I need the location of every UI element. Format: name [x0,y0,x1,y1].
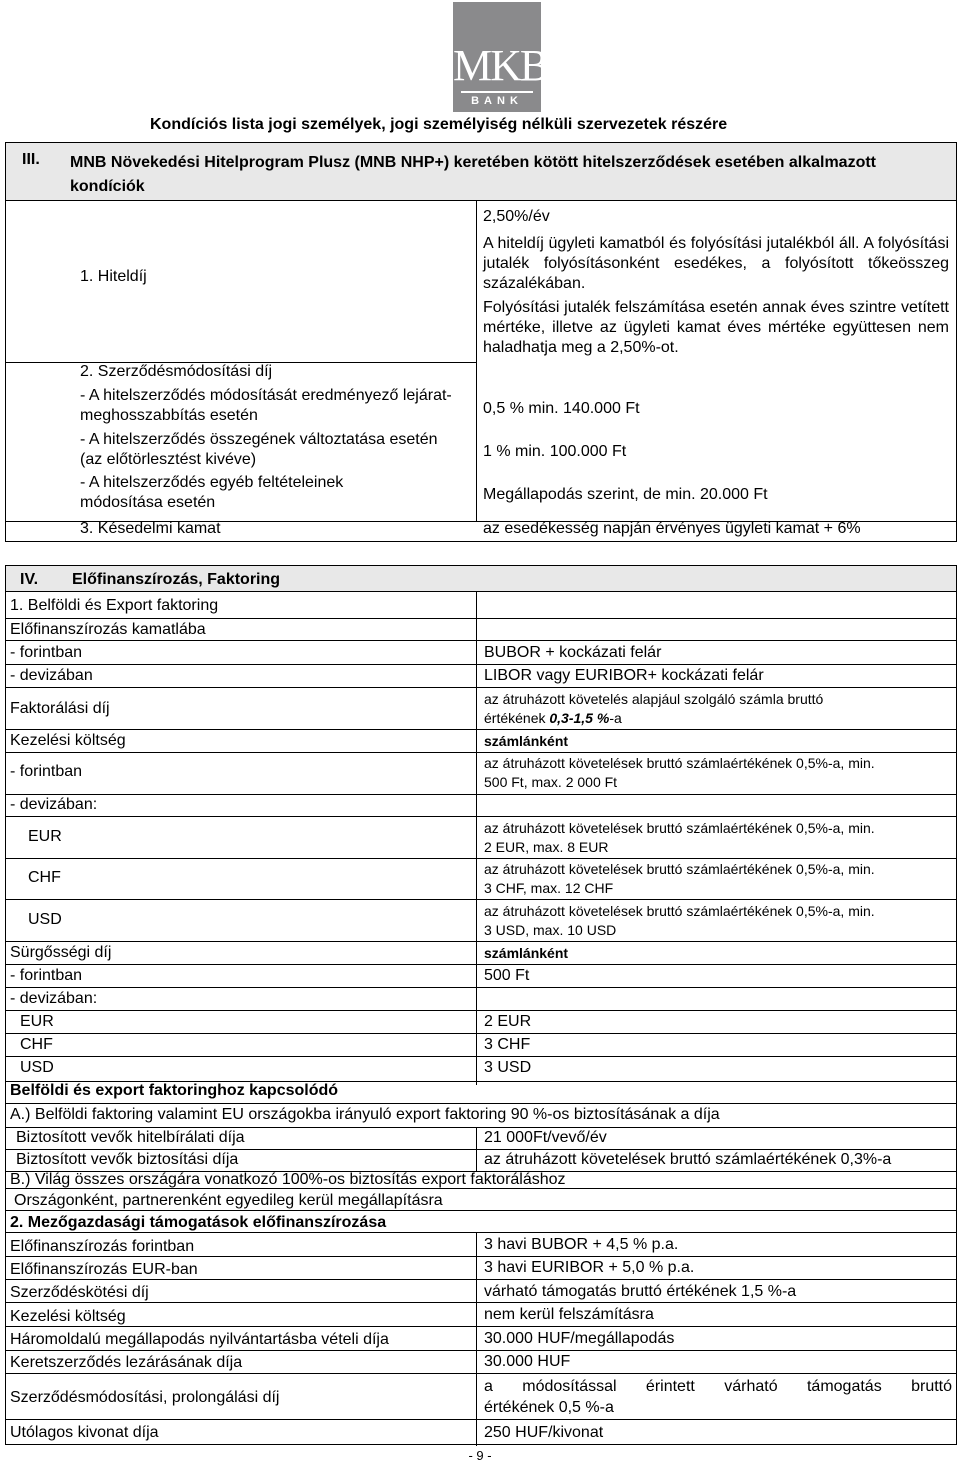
row-value: 3 havi BUBOR + 4,5 % p.a. [484,1236,679,1253]
row-divider [6,816,956,817]
insurance-a-heading: A.) Belföldi faktoring valamint EU országokba irányuló export faktoring 90 %-os biztosításának a díja [10,1106,720,1123]
row-divider [6,987,956,988]
other-change-fee-label: - A hitelszerződés egyéb feltételeinek módosítása esetén [80,474,344,511]
prefinancing-rate-label: Előfinanszírozás kamatlába [10,621,206,638]
row-divider [6,1326,956,1327]
row-value: 3 USD [484,1059,532,1076]
row-divider [6,858,956,859]
factoring-fee-value-line2: értékének 0,3-1,5 %-a [484,710,622,726]
urgency-fee-label: Sürgősségi díj [10,944,112,961]
row-value-line2: 3 CHF, max. 12 CHF [484,880,614,896]
row-label: - devizában: [10,796,98,813]
section-4-column-divider [476,1232,477,1446]
row-label: EUR [20,1013,54,1030]
row-value-line1: az átruházott követelések bruttó számlaértékének 0,5%-a, min. [484,820,875,836]
row-label: CHF [20,1036,53,1053]
other-change-fee-value: Megállapodás szerint, de min. 20.000 Ft [483,486,768,503]
row-value-line2: 500 Ft, max. 2 000 Ft [484,774,618,790]
section-4-header [6,566,956,592]
row-value-line1: az átruházott követelések bruttó számlaértékének 0,5%-a, min. [484,903,875,919]
row-value-line2: értékének 0,5 %-a [484,1399,614,1416]
page-number: - 9 - [468,1448,492,1463]
row-value: nem kerül felszámításra [484,1306,654,1323]
row-value: LIBOR vagy EURIBOR+ kockázati felár [484,667,764,684]
section-4-table [5,565,957,1445]
row-label: Keretszerződés lezárásának díja [10,1354,243,1371]
row-value-line1: az átruházott követelések bruttó számlaértékének 0,5%-a, min. [484,861,875,877]
urgency-fee-value: számlánként [484,945,569,961]
row-label: Háromoldalú megállapodás nyilvántartásba vételi díja [10,1331,389,1348]
handling-cost-value: számlánként [484,733,569,749]
modification-fee-label: 2. Szerződésmódosítási díj [80,363,273,380]
row-value: 3 CHF [484,1036,531,1053]
logo-subbrand: BANK [471,95,523,107]
logo-brand: MKB [453,41,548,90]
row-value-line2: 2 EUR, max. 8 EUR [484,839,609,855]
extension-fee-label: - A hitelszerződés módosítását eredményező lejárat-meghosszabbítás esetén [80,387,452,424]
row-label: - forintban [10,644,83,661]
hiteldij-description: A hiteldíj ügyleti kamatból és folyósítási jutalékból áll. A folyósítási jutalék folyósításonként esedékes, a folyósított tőkeösszeg százalékában. [483,235,949,292]
late-interest-value: az esedékesség napján érvényes ügyleti kamat + 6% [483,520,861,537]
row-label: - devizában: [10,990,98,1007]
credit-assessment-fee-value: 21 000Ft/vevő/év [484,1129,607,1146]
section-3-title: MNB Növekedési Hitelprogram Plusz (MNB NHP+) keretében kötött hitelszerződések esetében alkalmazott kondíciók [70,154,876,195]
row-divider [6,752,956,753]
section-3-header [6,143,956,201]
row-value-line1: a módosítással érintett várható támogatás bruttó [484,1378,952,1395]
row-value: 2 EUR [484,1013,532,1030]
row-label: - devizában [10,667,93,684]
row-label: Szerződéskötési díj [10,1284,149,1301]
row-label: Szerződésmódosítási, prolongálási díj [10,1389,280,1406]
handling-cost-label: Kezelési költség [10,732,126,749]
row-divider [6,640,956,641]
section-3-table [5,142,957,542]
hiteldij-rate: 2,50%/év [483,208,550,225]
insurance-fee-value: az átruházott követelések bruttó számlaértékének 0,3%-a [484,1151,892,1168]
section-4-column-divider [476,592,477,1085]
factoring-heading: 1. Belföldi és Export faktoring [10,597,219,614]
row-label: - forintban [10,967,83,984]
row-label: - forintban [10,763,83,780]
row-value: 500 Ft [484,967,530,984]
row-divider [6,729,956,730]
row-divider [6,1419,956,1420]
insurance-fee-label: Biztosított vevők biztosítási díja [16,1151,239,1168]
row-divider [6,687,956,688]
row-label: Előfinanszírozás EUR-ban [10,1261,198,1278]
row-label: Előfinanszírozás forintban [10,1238,195,1255]
section-4-number: IV. [20,571,39,588]
row-label: USD [28,911,62,928]
section-3-column-divider [476,201,477,521]
agri-prefinancing-heading: 2. Mezőgazdasági támogatások előfinanszírozása [10,1214,387,1231]
row-value: 250 HUF/kivonat [484,1424,604,1441]
credit-assessment-fee-label: Biztosított vevők hitelbírálati díja [16,1129,245,1146]
row-divider [6,618,956,619]
related-factoring-heading: Belföldi és export faktoringhoz kapcsolódó [10,1082,339,1099]
row-divider [6,1350,956,1351]
row-value: 30.000 HUF [484,1353,571,1370]
row-value: 30.000 HUF/megállapodás [484,1330,675,1347]
insurance-b-heading: B.) Világ összes országára vonatkozó 100%-os biztosítás export faktoráláshoz [10,1171,566,1188]
amount-change-fee-value: 1 % min. 100.000 Ft [483,443,627,460]
row-value: BUBOR + kockázati felár [484,644,662,661]
row-label: EUR [28,828,62,845]
row-value-line1: az átruházott követelések bruttó számlaértékének 0,5%-a, min. [484,755,875,771]
factoring-fee-value-line1: az átruházott követelés alapjául szolgáló számla bruttó [484,691,824,707]
row-divider [6,1373,956,1374]
row-divider [6,1010,956,1011]
row-divider [6,794,956,795]
factoring-fee-label: Faktorálási díj [10,700,110,717]
row-divider [6,1103,956,1104]
row-divider [6,941,956,942]
mkb-bank-logo [453,2,548,112]
row-value-line2: 3 USD, max. 10 USD [484,922,617,938]
section-4-title: Előfinanszírozás, Faktoring [72,571,281,588]
row-divider [6,664,956,665]
hiteldij-label: 1. Hiteldíj [80,268,147,285]
row-divider [6,1056,956,1057]
row-value: 3 havi EURIBOR + 5,0 % p.a. [484,1259,695,1276]
extension-fee-value: 0,5 % min. 140.000 Ft [483,400,640,417]
row-divider [6,1033,956,1034]
row-label: Kezelési költség [10,1308,126,1325]
late-interest-label: 3. Késedelmi kamat [80,520,221,537]
logo-divider [461,91,533,93]
row-label: CHF [28,869,61,886]
hiteldij-limit-note: Folyósítási jutalék felszámítása esetén annak éves szintre vetített mértéke, illetve az ügyleti kamat éves mértéke együttesen nem haladhatja meg a 2,50%-ot. [483,299,949,356]
document-title: Kondíciós lista jogi személyek, jogi személyiség nélküli szervezetek részére [150,116,728,133]
row-label: Utólagos kivonat díja [10,1424,159,1441]
insurance-b-text: Országonként, partnerenként egyedileg kerül megállapításra [14,1192,443,1209]
row-divider [6,899,956,900]
row-label: USD [20,1059,54,1076]
row-divider [6,964,956,965]
section-3-number: III. [22,151,40,168]
row-value: várható támogatás bruttó értékének 1,5 %-a [484,1283,797,1300]
amount-change-fee-label: - A hitelszerződés összegének változtatása esetén (az előtörlesztést kivéve) [80,431,438,468]
